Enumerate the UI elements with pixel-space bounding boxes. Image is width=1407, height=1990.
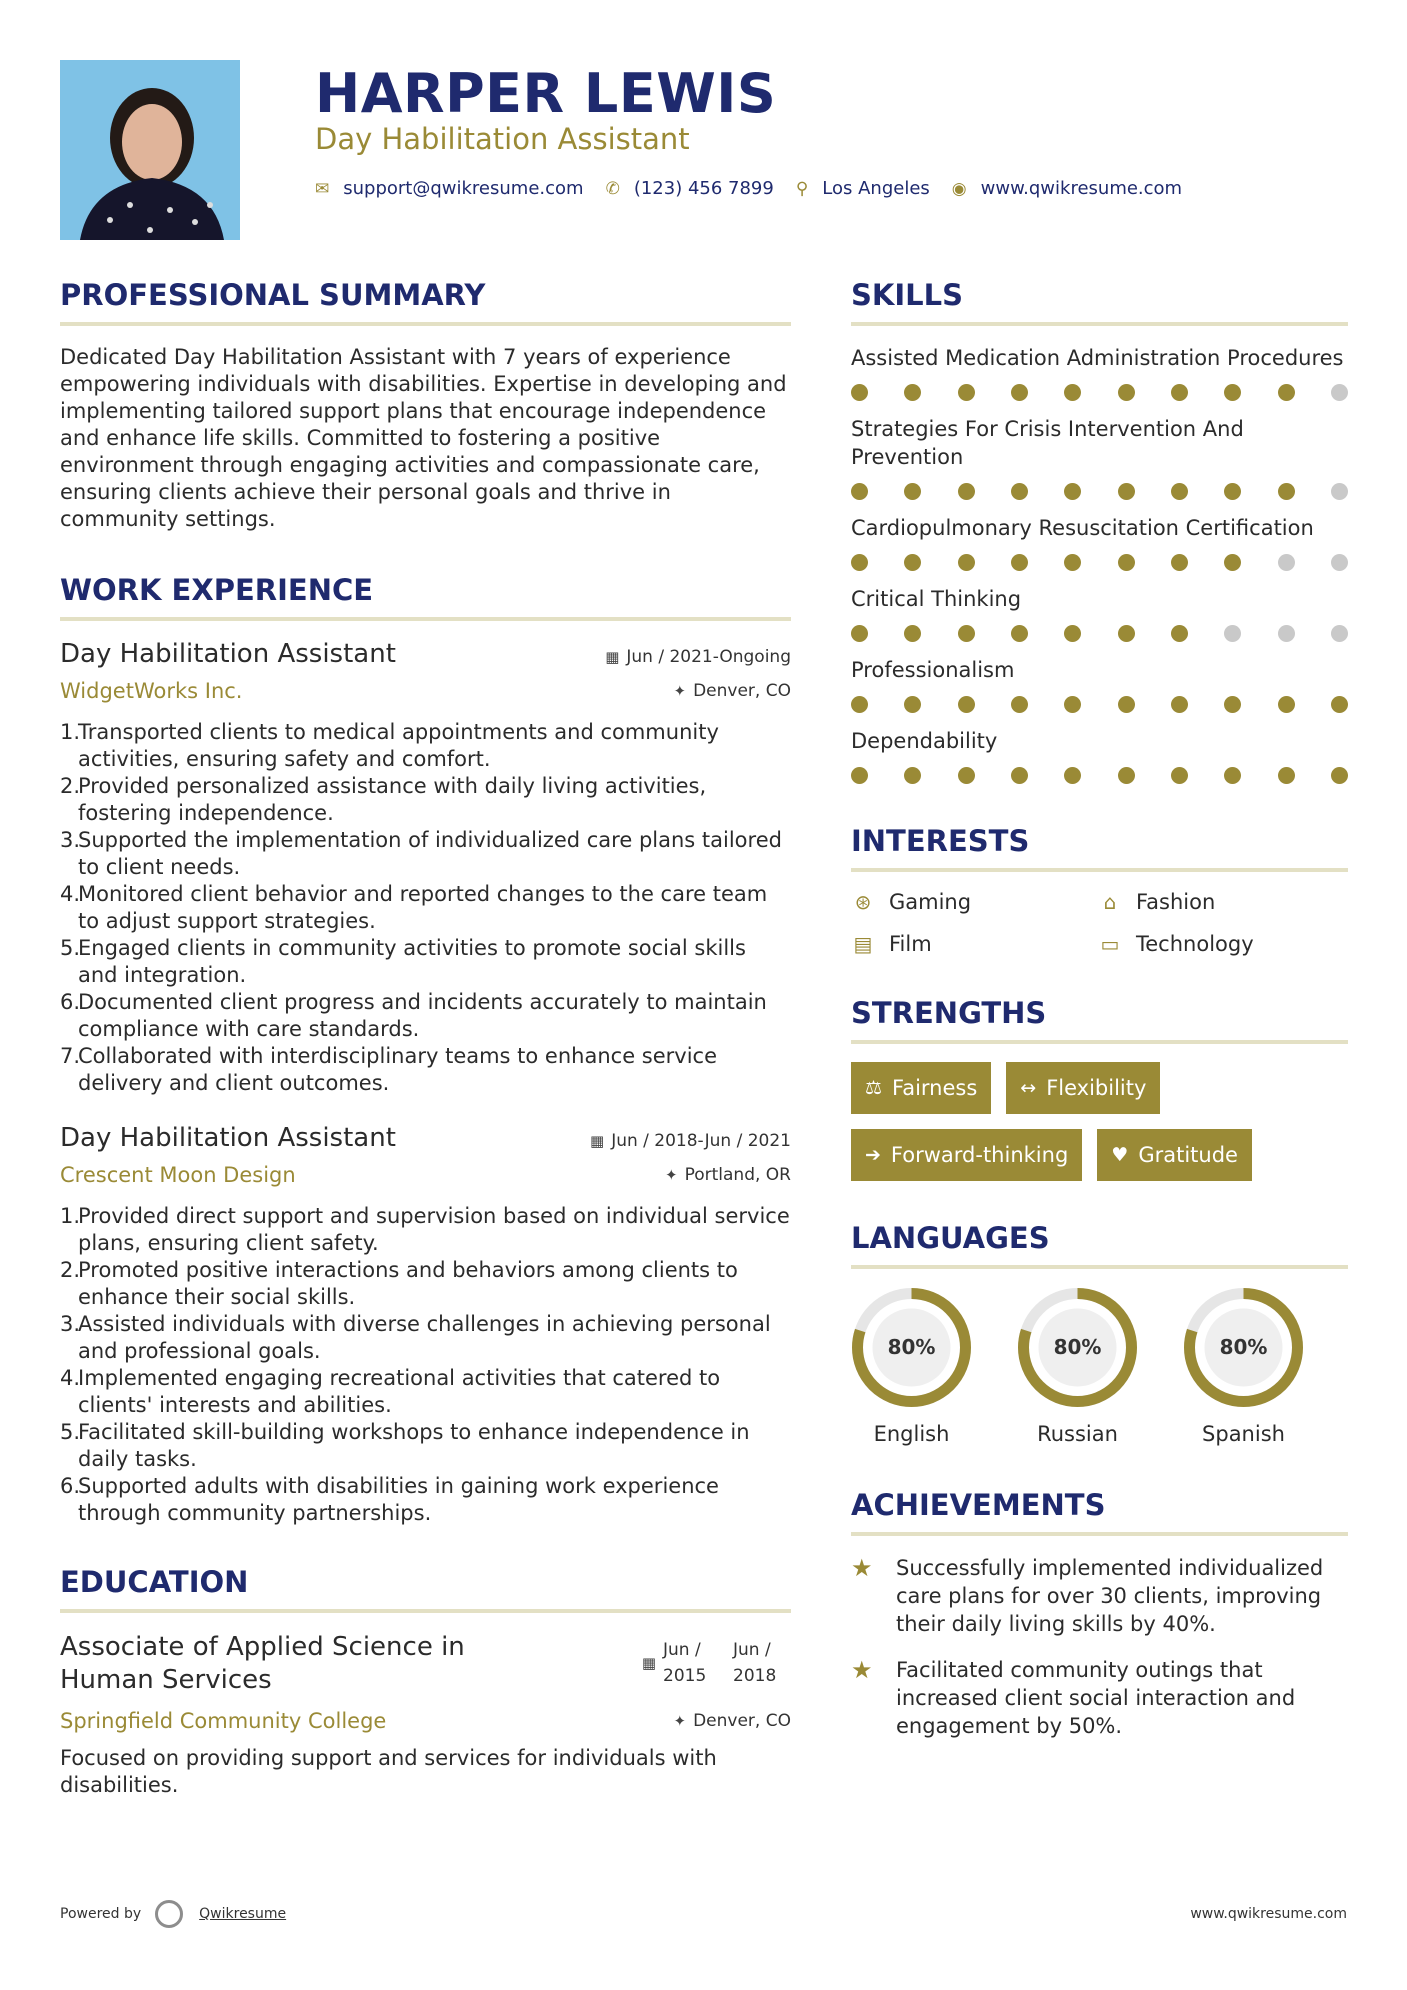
rating-dot <box>1331 483 1348 500</box>
rating-dot <box>958 625 975 642</box>
rating-dot <box>1224 384 1241 401</box>
candidate-name: HARPER LEWIS <box>315 62 777 125</box>
avatar <box>60 60 240 240</box>
language-ring <box>1183 1287 1304 1408</box>
rating-dot <box>1011 384 1028 401</box>
rating-dot <box>1064 554 1081 571</box>
strengths-section <box>851 996 1348 1181</box>
achievements-section <box>851 1488 1348 1740</box>
candidate-role: Day Habilitation Assistant <box>315 122 690 156</box>
envelope-icon: ✉ <box>315 178 330 199</box>
rating-dot <box>958 483 975 500</box>
interests-section <box>851 824 1348 956</box>
list-item: 4. Implemented engaging recreational activities that catered to clients' interests and abilities. <box>60 1366 721 1417</box>
list-item: 2. Provided personalized assistance with daily living activities, fostering independence. <box>60 774 707 825</box>
interest-item: ▤ Film <box>851 932 1098 956</box>
star-icon: ★ <box>851 1656 873 1684</box>
education-date-end: Jun / 2018 <box>733 1640 777 1686</box>
rating-dot <box>1171 625 1188 642</box>
degree-title: Associate of Applied Science in Human Services <box>60 1632 465 1695</box>
job-title: Day Habilitation Assistant <box>60 639 396 669</box>
contact-location: Los Angeles <box>822 178 930 199</box>
skills-title: SKILLS <box>851 278 1348 326</box>
education-date-start: Jun / 2015 <box>663 1640 707 1686</box>
strength-chip: ↔ Flexibility <box>1006 1062 1160 1114</box>
list-item: 4. Monitored client behavior and reported changes to the care team to adjust support strategies. <box>60 882 768 933</box>
balance-scale-icon: ⚖ <box>865 1077 883 1099</box>
skills-section <box>851 278 1348 784</box>
rating-dot <box>1278 696 1295 713</box>
rating-dot <box>1118 554 1135 571</box>
rating-dot <box>1171 767 1188 784</box>
rating-dot <box>1278 554 1295 571</box>
contact-phone[interactable]: (123) 456 7899 <box>633 178 774 199</box>
language-percent: 80% <box>1219 1335 1268 1359</box>
skill-rating <box>851 767 1348 784</box>
rating-dot <box>958 554 975 571</box>
language-name: Spanish <box>1202 1422 1285 1446</box>
rating-dot <box>1064 767 1081 784</box>
calendar-icon: ▦ <box>590 1132 605 1150</box>
list-item: 6. Supported adults with disabilities in gaining work experience through community partnerships. <box>60 1474 719 1525</box>
calendar-icon: ▦ <box>641 1654 656 1672</box>
rating-dot <box>1331 767 1348 784</box>
rating-dot <box>1224 483 1241 500</box>
rating-dot <box>1118 625 1135 642</box>
rating-dot <box>1118 696 1135 713</box>
rating-dot <box>1224 696 1241 713</box>
heart-icon: ♥ <box>1111 1144 1129 1166</box>
rating-dot <box>1064 625 1081 642</box>
rating-dot <box>1011 554 1028 571</box>
calendar-icon: ▦ <box>605 648 620 666</box>
job-location: Denver, CO <box>693 681 791 701</box>
pin-icon: ✦ <box>665 1166 678 1184</box>
rating-dot <box>904 554 921 571</box>
rating-dot <box>1011 483 1028 500</box>
pin-icon: ✦ <box>673 682 687 700</box>
job-company: WidgetWorks Inc. <box>60 679 243 703</box>
interest-item: ⌂ Fashion <box>1098 890 1348 914</box>
summary-text: Dedicated Day Habilitation Assistant with 7 years of experience empowering individuals with disabilities. Expertise in developing and implementing tailored support plans that encourage independence and enhance life skills. Committed to fostering a positive environment through engaging activities and compassionate care, ensuring clients achieve their personal goals and thrive in community settings. <box>60 345 787 531</box>
rating-dot <box>1011 767 1028 784</box>
skill-rating <box>851 483 1348 500</box>
list-item: 1. Provided direct support and supervision based on individual service plans, ensuring client safety. <box>60 1204 790 1255</box>
powered-by-label: Powered by <box>60 1906 142 1922</box>
rating-dot <box>1171 696 1188 713</box>
job-bullets <box>60 1203 791 1527</box>
list-item: 3. Assisted individuals with diverse challenges in achieving personal and professional goals. <box>60 1312 771 1363</box>
shopping-bag-icon: ⌂ <box>1103 890 1117 914</box>
skill-rating <box>851 625 1348 642</box>
rating-dot <box>904 696 921 713</box>
skill-rating <box>851 554 1348 571</box>
qwikresume-logo-icon <box>155 1900 183 1928</box>
summary-section <box>60 278 791 533</box>
experience-title: WORK EXPERIENCE <box>60 573 791 621</box>
rating-dot <box>904 483 921 500</box>
rating-dot <box>851 384 868 401</box>
strength-chip: ♥ Gratitude <box>1097 1129 1252 1181</box>
language-item <box>851 1287 972 1446</box>
job-title: Day Habilitation Assistant <box>60 1123 396 1153</box>
job-entry <box>60 639 791 1097</box>
language-item <box>1017 1287 1138 1446</box>
achievement-item: ★ Facilitated community outings that increased client social interaction and engagement by 50%. <box>851 1656 1296 1738</box>
strength-chip: ⚖ Fairness <box>851 1062 991 1114</box>
list-item: 6. Documented client progress and incidents accurately to maintain compliance with care standards. <box>60 990 767 1041</box>
rating-dot <box>1064 384 1081 401</box>
achievement-item: ★ Successfully implemented individualized care plans for over 30 clients, improving their daily living skills by 40%. <box>851 1554 1324 1636</box>
rating-dot <box>1118 483 1135 500</box>
summary-title: PROFESSIONAL SUMMARY <box>60 278 791 326</box>
gamepad-icon: ⊛ <box>854 890 872 914</box>
list-item: 7. Collaborated with interdisciplinary teams to enhance service delivery and client outcomes. <box>60 1044 718 1095</box>
languages-section <box>851 1221 1348 1446</box>
contact-email[interactable]: support@qwikresume.com <box>343 178 584 199</box>
rating-dot <box>1171 384 1188 401</box>
arrows-horizontal-icon: ↔ <box>1020 1077 1037 1099</box>
rating-dot <box>1224 554 1241 571</box>
interest-item: ▭ Technology <box>1098 932 1348 956</box>
skill-item: Cardiopulmonary Resuscitation Certification <box>851 514 1348 571</box>
job-bullets <box>60 719 791 1097</box>
experience-section <box>60 573 791 1527</box>
rating-dot <box>1224 625 1241 642</box>
skill-rating <box>851 696 1348 713</box>
rating-dot <box>1118 384 1135 401</box>
rating-dot <box>1331 384 1348 401</box>
education-description: Focused on providing support and services for individuals with disabilities. <box>60 1746 717 1797</box>
rating-dot <box>1064 696 1081 713</box>
rating-dot <box>958 696 975 713</box>
footer-website[interactable]: www.qwikresume.com <box>1190 1906 1347 1922</box>
rating-dot <box>851 554 868 571</box>
rating-dot <box>1064 483 1081 500</box>
strengths-title: STRENGTHS <box>851 996 1348 1044</box>
skill-rating <box>851 384 1348 401</box>
map-pin-icon: ⚲ <box>795 178 809 199</box>
rating-dot <box>1278 483 1295 500</box>
rating-dot <box>1118 767 1135 784</box>
school-name: Springfield Community College <box>60 1709 387 1733</box>
rating-dot <box>1331 554 1348 571</box>
list-item: 1. Transported clients to medical appointments and community activities, ensuring safety and comfort. <box>60 720 719 771</box>
rating-dot <box>1278 384 1295 401</box>
rating-dot <box>1331 696 1348 713</box>
film-icon: ▤ <box>853 932 873 956</box>
job-date: Jun / 2018-Jun / 2021 <box>611 1131 791 1151</box>
list-item: 5. Facilitated skill-building workshops to enhance independence in daily tasks. <box>60 1420 750 1471</box>
education-title: EDUCATION <box>60 1565 791 1613</box>
language-ring <box>851 1287 972 1408</box>
right-column <box>851 278 1348 1758</box>
globe-icon: ◉ <box>951 178 967 199</box>
skills-list <box>851 344 1348 784</box>
star-icon: ★ <box>851 1554 873 1582</box>
rating-dot <box>958 767 975 784</box>
interest-item: ⊛ Gaming <box>851 890 1098 914</box>
list-item: 2. Promoted positive interactions and behaviors among clients to enhance their social skills. <box>60 1258 738 1309</box>
achievements-title: ACHIEVEMENTS <box>851 1488 1348 1536</box>
rating-dot <box>1011 696 1028 713</box>
rating-dot <box>1171 554 1188 571</box>
skill-item: Critical Thinking <box>851 585 1348 642</box>
profile-photo <box>60 60 240 240</box>
job-company: Crescent Moon Design <box>60 1163 296 1187</box>
contact-website[interactable]: www.qwikresume.com <box>980 178 1183 199</box>
education-section <box>60 1565 791 1799</box>
rating-dot <box>958 384 975 401</box>
strength-chip: ➔ Forward-thinking <box>851 1129 1082 1181</box>
rating-dot <box>851 625 868 642</box>
list-item: 5. Engaged clients in community activities to promote social skills and integration. <box>60 936 746 987</box>
rating-dot <box>1331 625 1348 642</box>
rating-dot <box>851 696 868 713</box>
language-name: English <box>873 1422 950 1446</box>
phone-icon: ✆ <box>605 178 620 199</box>
job-date: Jun / 2021-Ongoing <box>626 647 791 667</box>
rating-dot <box>1278 767 1295 784</box>
language-item <box>1183 1287 1304 1446</box>
job-location: Portland, OR <box>684 1165 791 1185</box>
left-column <box>60 278 791 1799</box>
skill-item: Assisted Medication Administration Procedures <box>851 344 1348 401</box>
interests-title: INTERESTS <box>851 824 1348 872</box>
laptop-icon: ▭ <box>1100 932 1120 956</box>
list-item: 3. Supported the implementation of individualized care plans tailored to client needs. <box>60 828 782 879</box>
arrow-right-icon: ➔ <box>865 1144 881 1166</box>
skill-item: Strategies For Crisis Intervention And Prevention <box>851 415 1348 500</box>
rating-dot <box>904 767 921 784</box>
language-percent: 80% <box>887 1335 936 1359</box>
rating-dot <box>851 767 868 784</box>
rating-dot <box>1278 625 1295 642</box>
rating-dot <box>851 483 868 500</box>
rating-dot <box>904 384 921 401</box>
skill-item: Dependability <box>851 727 1348 784</box>
contact-bar <box>315 178 1204 199</box>
rating-dot <box>904 625 921 642</box>
rating-dot <box>1224 767 1241 784</box>
pin-icon: ✦ <box>673 1712 687 1730</box>
rating-dot <box>1011 625 1028 642</box>
language-name: Russian <box>1037 1422 1118 1446</box>
job-entry <box>60 1123 791 1527</box>
rating-dot <box>1171 483 1188 500</box>
footer-powered-by <box>60 1900 286 1928</box>
education-location: Denver, CO <box>693 1711 791 1731</box>
language-ring <box>1017 1287 1138 1408</box>
skill-item: Professionalism <box>851 656 1348 713</box>
languages-title: LANGUAGES <box>851 1221 1348 1269</box>
language-percent: 80% <box>1053 1335 1102 1359</box>
brand-link[interactable]: Qwikresume <box>199 1906 287 1922</box>
